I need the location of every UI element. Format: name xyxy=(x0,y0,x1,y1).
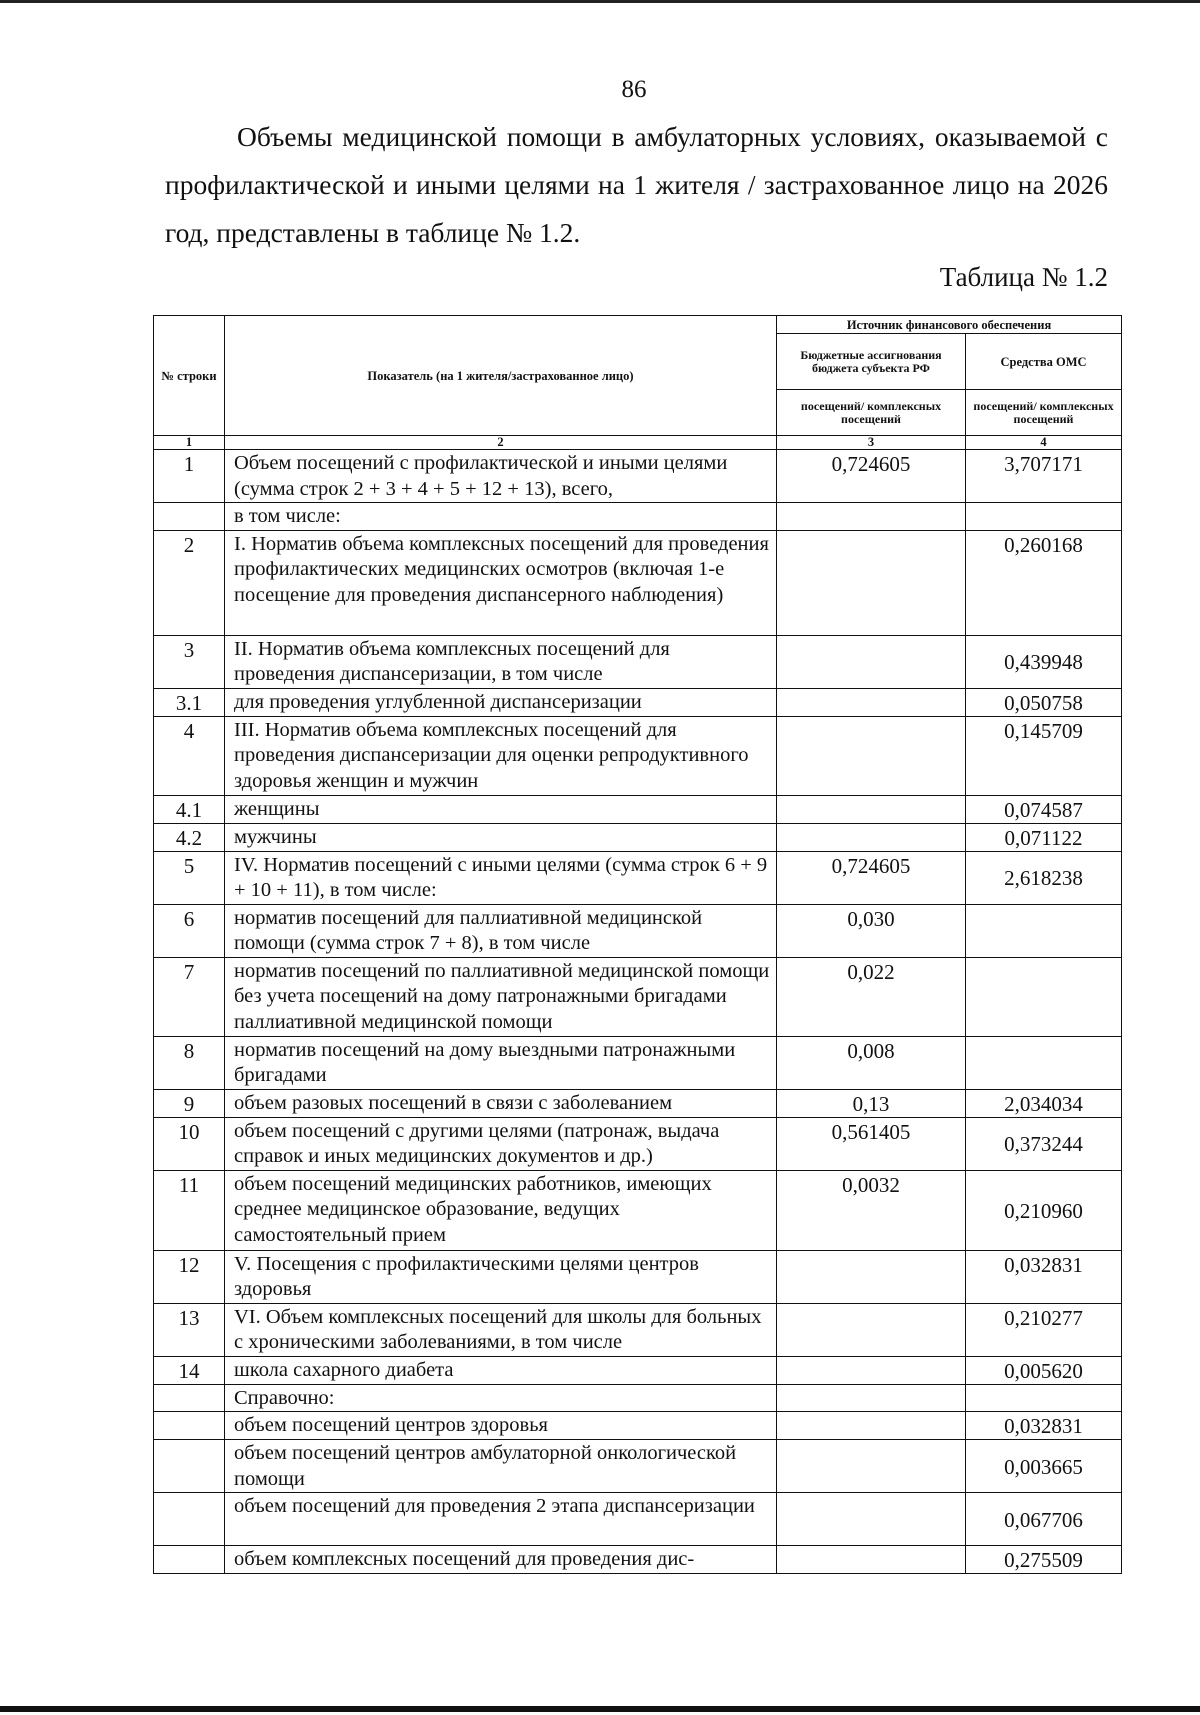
row-number: 14 xyxy=(154,1356,225,1384)
row-number: 1 xyxy=(154,450,225,503)
row-description: в том числе: xyxy=(225,503,777,531)
volumes-table xyxy=(153,315,1122,1574)
row-number: 10 xyxy=(154,1117,225,1170)
row-number: 9 xyxy=(154,1089,225,1117)
row-number xyxy=(154,1546,225,1574)
table-row xyxy=(154,716,1122,795)
oms-value: 0,439948 xyxy=(966,635,1122,688)
table-row xyxy=(154,1089,1122,1117)
table-row xyxy=(154,1303,1122,1356)
budget-value xyxy=(777,1250,966,1303)
row-number: 4.2 xyxy=(154,823,225,851)
budget-value xyxy=(777,1356,966,1384)
header-funding-source: Источник финансового обеспечения xyxy=(777,316,1122,334)
budget-value xyxy=(777,1303,966,1356)
budget-value: 0,0032 xyxy=(777,1170,966,1250)
row-number: 12 xyxy=(154,1250,225,1303)
row-description: мужчины xyxy=(225,823,777,851)
oms-value: 0,373244 xyxy=(966,1117,1122,1170)
budget-value xyxy=(777,1412,966,1440)
row-number xyxy=(154,1493,225,1546)
row-description: для проведения углубленной диспансеризации xyxy=(225,688,777,716)
row-description: объем комплексных посещений для проведения дис- xyxy=(225,1546,777,1574)
table-row xyxy=(154,1356,1122,1384)
oms-value: 0,005620 xyxy=(966,1356,1122,1384)
row-description: V. Посещения с профилактическими целями центров здоровья xyxy=(225,1250,777,1303)
col-number: 3 xyxy=(777,436,966,450)
oms-value: 0,275509 xyxy=(966,1546,1122,1574)
row-number: 13 xyxy=(154,1303,225,1356)
row-number xyxy=(154,1440,225,1493)
budget-value: 0,030 xyxy=(777,904,966,957)
header-unit-oms: посещений/ комплексных посещений xyxy=(966,390,1122,436)
budget-value: 0,022 xyxy=(777,957,966,1036)
oms-value: 3,707171 xyxy=(966,450,1122,503)
budget-value xyxy=(777,635,966,688)
budget-value xyxy=(777,503,966,531)
budget-value xyxy=(777,823,966,851)
oms-value: 0,210960 xyxy=(966,1170,1122,1250)
table-row xyxy=(154,530,1122,635)
table-row xyxy=(154,1250,1122,1303)
table-row xyxy=(154,1493,1122,1546)
table-row xyxy=(154,1440,1122,1493)
row-description: Справочно: xyxy=(225,1384,777,1412)
row-description: объем посещений медицинских работников, имеющих среднее медицинское образование, ведущих самостоятельный прием xyxy=(225,1170,777,1250)
top-scan-edge xyxy=(0,0,1200,3)
table-row xyxy=(154,851,1122,904)
budget-value xyxy=(777,795,966,823)
row-number: 8 xyxy=(154,1036,225,1089)
oms-value: 0,145709 xyxy=(966,716,1122,795)
row-description: школа сахарного диабета xyxy=(225,1356,777,1384)
oms-value xyxy=(966,957,1122,1036)
oms-value xyxy=(966,1036,1122,1089)
budget-value: 0,561405 xyxy=(777,1117,966,1170)
table-row xyxy=(154,503,1122,531)
row-number: 7 xyxy=(154,957,225,1036)
header-row-no: № строки xyxy=(154,316,225,436)
bottom-scan-edge xyxy=(0,1706,1200,1712)
row-description: объем посещений центров амбулаторной онкологической помощи xyxy=(225,1440,777,1493)
table-row xyxy=(154,1036,1122,1089)
col-number: 1 xyxy=(154,436,225,450)
oms-value: 0,032831 xyxy=(966,1250,1122,1303)
oms-value: 0,032831 xyxy=(966,1412,1122,1440)
row-number: 3.1 xyxy=(154,688,225,716)
row-number xyxy=(154,1412,225,1440)
oms-value xyxy=(966,1384,1122,1412)
row-description: IV. Норматив посещений с иными целями (сумма строк 6 + 9 + 10 + 11), в том числе: xyxy=(225,851,777,904)
row-description: объем посещений для проведения 2 этапа диспансеризации xyxy=(225,1493,777,1546)
oms-value: 2,034034 xyxy=(966,1089,1122,1117)
row-number: 3 xyxy=(154,635,225,688)
row-description: объем посещений центров здоровья xyxy=(225,1412,777,1440)
header-oms: Средства ОМС xyxy=(966,334,1122,390)
row-description: объем посещений с другими целями (патронаж, выдача справок и иных медицинских документов и др.) xyxy=(225,1117,777,1170)
budget-value xyxy=(777,1384,966,1412)
oms-value xyxy=(966,904,1122,957)
row-description: III. Норматив объема комплексных посещений для проведения диспансеризации для оценки репродуктивного здоровья женщин и мужчин xyxy=(225,716,777,795)
budget-value xyxy=(777,716,966,795)
table-row xyxy=(154,904,1122,957)
row-number: 5 xyxy=(154,851,225,904)
oms-value xyxy=(966,503,1122,531)
oms-value: 0,071122 xyxy=(966,823,1122,851)
row-description: объем разовых посещений в связи с заболеванием xyxy=(225,1089,777,1117)
table-row xyxy=(154,795,1122,823)
table-row xyxy=(154,1546,1122,1574)
header-budget: Бюджетные ассигнования бюджета субъекта РФ xyxy=(777,334,966,390)
budget-value: 0,13 xyxy=(777,1089,966,1117)
row-description: норматив посещений на дому выездными патронажными бригадами xyxy=(225,1036,777,1089)
row-number: 6 xyxy=(154,904,225,957)
budget-value: 0,724605 xyxy=(777,851,966,904)
oms-value: 0,067706 xyxy=(966,1493,1122,1546)
budget-value xyxy=(777,1493,966,1546)
table-row xyxy=(154,1117,1122,1170)
table-row xyxy=(154,450,1122,503)
budget-value xyxy=(777,1440,966,1493)
col-number: 4 xyxy=(966,436,1122,450)
oms-value: 0,074587 xyxy=(966,795,1122,823)
oms-value: 0,050758 xyxy=(966,688,1122,716)
row-description: II. Норматив объема комплексных посещений для проведения диспансеризации, в том числе xyxy=(225,635,777,688)
header-unit-budget: посещений/ комплексных посещений xyxy=(777,390,966,436)
row-number xyxy=(154,503,225,531)
row-number: 2 xyxy=(154,530,225,635)
table-row xyxy=(154,823,1122,851)
row-description: норматив посещений для паллиативной медицинской помощи (сумма строк 7 + 8), в том числе xyxy=(225,904,777,957)
header-indicator: Показатель (на 1 жителя/застрахованное лицо) xyxy=(225,316,777,436)
oms-value: 2,618238 xyxy=(966,851,1122,904)
budget-value xyxy=(777,688,966,716)
budget-value xyxy=(777,1546,966,1574)
row-number: 11 xyxy=(154,1170,225,1250)
row-description: норматив посещений по паллиативной медицинской помощи без учета посещений на дому патронажными бригадами паллиативной медицинской помощи xyxy=(225,957,777,1036)
table-row xyxy=(154,688,1122,716)
page-number: 86 xyxy=(621,76,647,103)
row-description: VI. Объем комплексных посещений для школы для больных с хроническими заболеваниями, в том числе xyxy=(225,1303,777,1356)
row-description: Объем посещений с профилактической и иными целями (сумма строк 2 + 3 + 4 + 5 + 12 + 13), всего, xyxy=(225,450,777,503)
table-row xyxy=(154,1170,1122,1250)
row-number xyxy=(154,1384,225,1412)
row-number: 4.1 xyxy=(154,795,225,823)
table-label: Таблица № 1.2 xyxy=(939,262,1108,292)
table-row xyxy=(154,635,1122,688)
budget-value: 0,008 xyxy=(777,1036,966,1089)
row-number: 4 xyxy=(154,716,225,795)
table-row xyxy=(154,957,1122,1036)
row-description: I. Норматив объема комплексных посещений для проведения профилактических медицинских осмотров (включая 1-е посещение для проведения диспансерного наблюдения) xyxy=(225,530,777,635)
oms-value: 0,003665 xyxy=(966,1440,1122,1493)
col-number: 2 xyxy=(225,436,777,450)
budget-value xyxy=(777,530,966,635)
budget-value: 0,724605 xyxy=(777,450,966,503)
intro-paragraph: Объемы медицинской помощи в амбулаторных условиях, оказываемой с профилактической и иными целями на 1 жителя / застрахованное лицо на 2026 год, представлены в таблице № 1.2. xyxy=(165,121,1108,248)
oms-value: 0,210277 xyxy=(966,1303,1122,1356)
table-row xyxy=(154,1412,1122,1440)
table-row xyxy=(154,1384,1122,1412)
oms-value: 0,260168 xyxy=(966,530,1122,635)
row-description: женщины xyxy=(225,795,777,823)
